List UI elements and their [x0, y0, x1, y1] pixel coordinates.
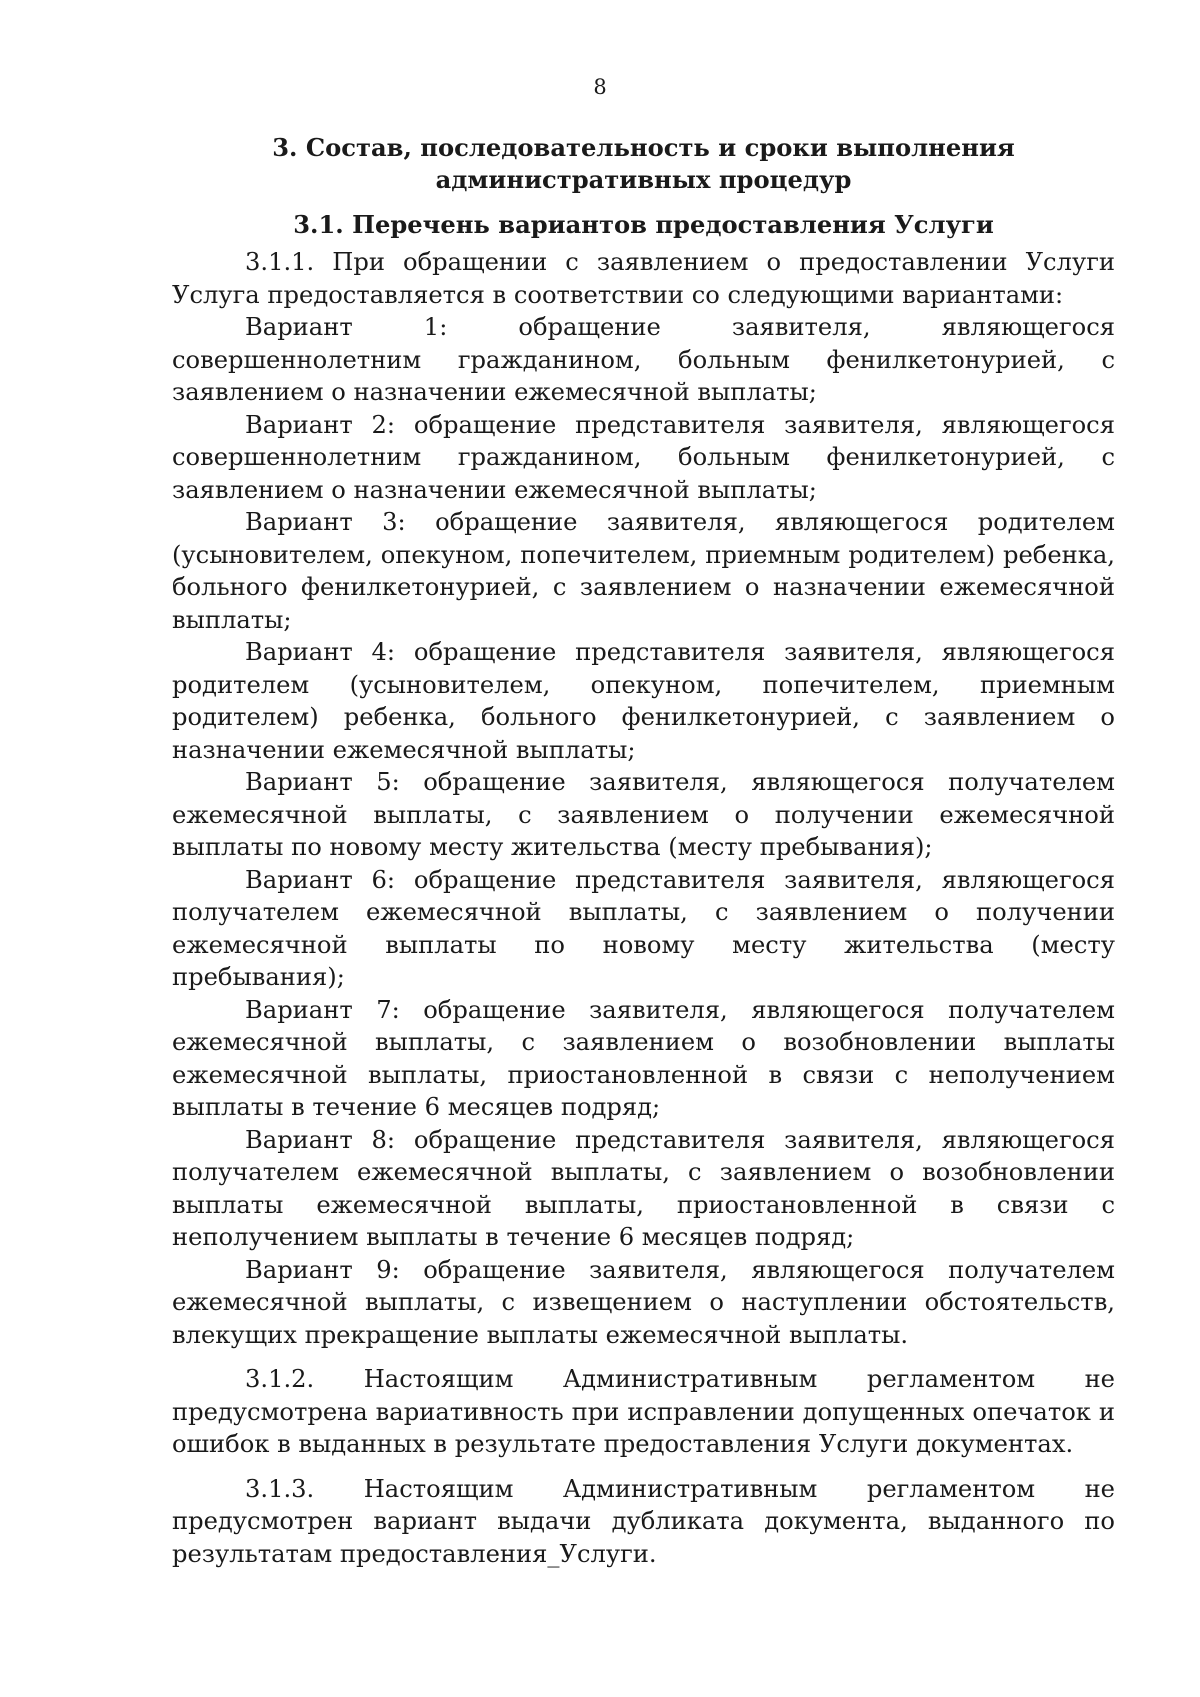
paragraph-3-1-2: 3.1.2. Настоящим Административным регламентом не предусмотрена вариативность при исправлении допущенных опечаток и ошибок в выданных в результате предоставления Услуги документах.: [172, 1365, 1115, 1458]
paragraph-3-1-1: 3.1.1. При обращении с заявлением о предоставлении Услуги Услуга предоставляется в соответствии со следующими вариантами:: [172, 248, 1115, 309]
section-title: 3. Состав, последовательность и сроки выполнения административных процедур: [272, 133, 1015, 194]
page-number: 8: [593, 75, 607, 99]
subsection-title: 3.1. Перечень вариантов предоставления Услуги: [293, 210, 994, 239]
paragraph-3-1-3: 3.1.3. Настоящим Административным регламентом не предусмотрен вариант выдачи дубликата документа, выданного по результатам предоставления_Услуги.: [172, 1474, 1115, 1568]
variant-3: Вариант 3: обращение заявителя, являющегося родителем (усыновителем, опекуном, попечителем, приемным родителем) ребенка, больного фенилкетонурией, с заявлением о назначении ежемесячной выплаты;: [172, 508, 1115, 634]
variant-1: Вариант 1: обращение заявителя, являющегося совершеннолетним гражданином, больным фенилкетонурией, с заявлением о назначении ежемесячной выплаты;: [172, 313, 1115, 406]
variant-2: Вариант 2: обращение представителя заявителя, являющегося совершеннолетним гражданином, больным фенилкетонурией, с заявлением о назначении ежемесячной выплаты;: [172, 410, 1115, 504]
document-body: [172, 132, 1115, 1570]
variant-4: Вариант 4: обращение представителя заявителя, являющегося родителем (усыновителем, опекуном, попечителем, приемным родителем) ребенка, больного фенилкетонурией, с заявлением о назначении ежемесячной выплаты;: [172, 638, 1115, 764]
variant-7: Вариант 7: обращение заявителя, являющегося получателем ежемесячной выплаты, с заявлением о возобновлении выплаты ежемесячной выплаты, приостановленной в связи с неполучением выплаты в течение 6 месяцев подряд;: [172, 995, 1115, 1121]
variant-9: Вариант 9: обращение заявителя, являющегося получателем ежемесячной выплаты, с извещением о наступлении обстоятельств, влекущих прекращение выплаты ежемесячной выплаты.: [172, 1255, 1115, 1349]
variant-8: Вариант 8: обращение представителя заявителя, являющегося получателем ежемесячной выплаты, с заявлением о возобновлении выплаты ежемесячной выплаты, приостановленной в связи с неполучением выплаты в течение 6 месяцев подряд;: [172, 1125, 1115, 1251]
variant-6: Вариант 6: обращение представителя заявителя, являющегося получателем ежемесячной выплаты, с заявлением о получении ежемесячной выплаты по новому месту жительства (месту пребывания);: [172, 865, 1115, 991]
variant-5: Вариант 5: обращение заявителя, являющегося получателем ежемесячной выплаты, с заявлением о получении ежемесячной выплаты по новому месту жительства (месту пребывания);: [172, 768, 1115, 861]
